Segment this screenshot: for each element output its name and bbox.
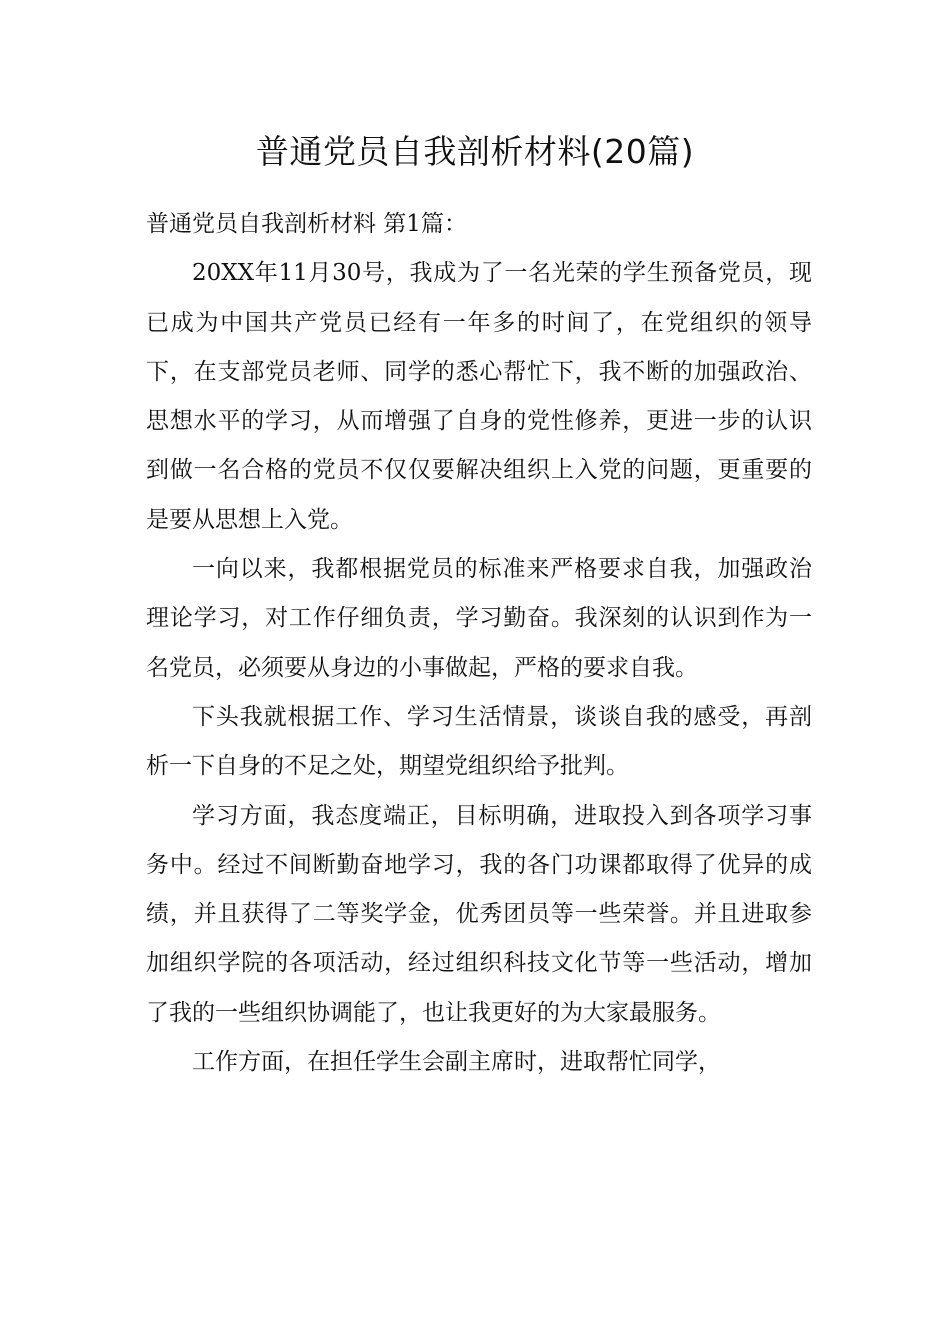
paragraph: 20XX年11月30号，我成为了一名光荣的学生预备党员，现已成为中国共产党员已经有一年多的时间了，在党组织的领导下，在支部党员老师、同学的悉心帮忙下，我不断的加强政治、思想水平的学习，从而增强了自身的党性修养，更进一步的认识到做一名合格的党员不仅仅要解决组织上入党的问题，更重要的是要从思想上入党。: [146, 260, 812, 533]
section-heading: 普通党员自我剖析材料 第1篇：: [146, 211, 467, 237]
paragraph: 下头我就根据工作、学习生活情景，谈谈自我的感受，再剖析一下自身的不足之处，期望党组织给予批判。: [146, 703, 812, 780]
paragraph: 学习方面，我态度端正，目标明确，进取投入到各项学习事务中。经过不间断勤奋地学习，我的各门功课都取得了优异的成绩，并且获得了二等奖学金，优秀团员等一些荣誉。并且进取参加组织学院的各项活动，经过组织科技文化节等一些活动，增加了我的一些组织协调能了，也让我更好的为大家最服务。: [146, 802, 812, 1026]
paragraph: 工作方面，在担任学生会副主席时，进取帮忙同学，: [192, 1049, 721, 1076]
document-title: 普通党员自我剖析材料(20篇): [255, 132, 695, 171]
paragraph: 一向以来，我都根据党员的标准来严格要求自我，加强政治理论学习，对工作仔细负责，学习勤奋。我深刻的认识到作为一名党员，必须要从身边的小事做起，严格的要求自我。: [146, 556, 812, 681]
document-body: [146, 200, 812, 1087]
